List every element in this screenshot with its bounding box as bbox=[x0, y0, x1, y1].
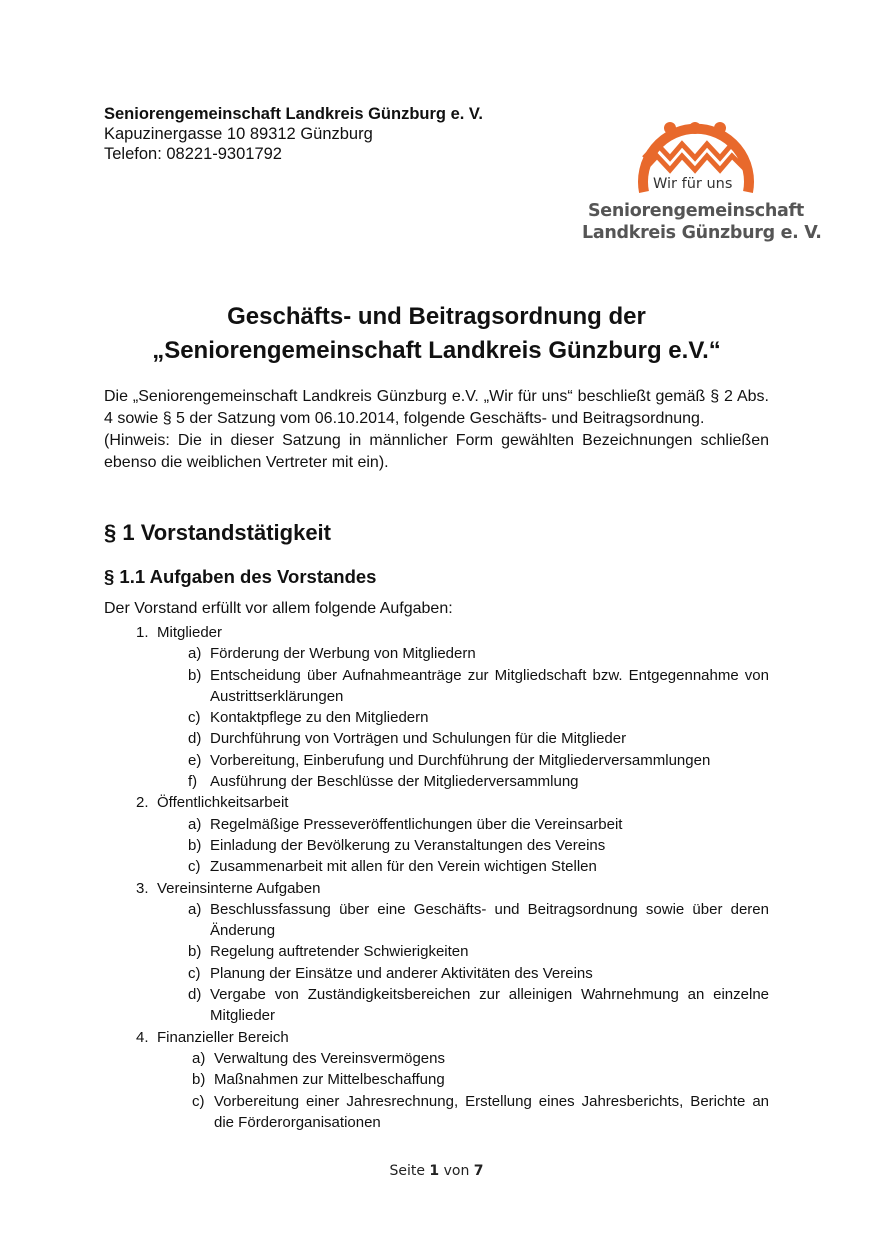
footer-prefix: Seite bbox=[389, 1163, 425, 1179]
list-letter: b) bbox=[188, 666, 202, 684]
list-item-text: Förderung der Werbung von Mitgliedern bbox=[210, 645, 476, 663]
logo-name-line2: Landkreis Günzburg e. V. bbox=[582, 223, 822, 243]
list-item bbox=[104, 984, 769, 1027]
list-item-text: Beschlussfassung über eine Geschäfts- und Beitragsordnung sowie über deren Änderung bbox=[210, 900, 769, 940]
title-line-2: „Seniorengemeinschaft Landkreis Günzburg e.V.“ bbox=[152, 337, 721, 364]
list-letter: b) bbox=[192, 1071, 206, 1089]
list-item bbox=[104, 665, 769, 708]
list-group-label: Vereinsinterne Aufgaben bbox=[157, 879, 321, 897]
list-group-heading bbox=[104, 622, 769, 643]
list-item-text: Verwaltung des Vereinsvermögens bbox=[214, 1049, 445, 1067]
list-item-text: Vorbereitung, Einberufung und Durchführung der Mitgliederversammlungen bbox=[210, 751, 711, 769]
list-item-text: Durchführung von Vorträgen und Schulungen für die Mitglieder bbox=[210, 730, 627, 748]
intro-note: (Hinweis: Die in dieser Satzung in männlicher Form gewählten Bezeichnungen schließen ebenso die weiblichen Vertreter mit ein). bbox=[104, 432, 769, 471]
list-number: 3. bbox=[136, 879, 149, 897]
list-letter: c) bbox=[188, 709, 201, 727]
list-letter: c) bbox=[188, 858, 201, 876]
sender-block bbox=[104, 104, 483, 164]
list-item-text: Regelmäßige Presseveröffentlichungen über die Vereinsarbeit bbox=[210, 815, 623, 833]
page-footer bbox=[0, 1163, 873, 1179]
list-letter: c) bbox=[192, 1092, 205, 1110]
logo-name-line1: Seniorengemeinschaft bbox=[588, 201, 804, 221]
list-group-heading bbox=[104, 1027, 769, 1048]
title-line-1: Geschäfts- und Beitragsordnung der bbox=[227, 303, 646, 330]
list-item bbox=[104, 707, 769, 728]
list-item bbox=[104, 814, 769, 835]
intro-paragraph: Die „Seniorengemeinschaft Landkreis Günzburg e.V. „Wir für uns“ beschließt gemäß § 2 Abs. 4 sowie § 5 der Satzung vom 06.10.2014, folgende Geschäfts- und Beitragsordnung. bbox=[104, 388, 769, 427]
list-item-text: Einladung der Bevölkerung zu Veranstaltungen des Vereins bbox=[210, 836, 606, 854]
list-item bbox=[104, 728, 769, 749]
footer-middle: von bbox=[443, 1163, 470, 1179]
list-letter: e) bbox=[188, 751, 202, 769]
list-group-label: Öffentlichkeitsarbeit bbox=[157, 794, 289, 812]
list-number: 1. bbox=[136, 624, 149, 641]
section-lead: Der Vorstand erfüllt vor allem folgende Aufgaben: bbox=[104, 600, 453, 617]
footer-page-total: 7 bbox=[473, 1163, 484, 1179]
list-item-text: Regelung auftretender Schwierigkeiten bbox=[210, 943, 469, 961]
sender-phone: Telefon: 08221-9301792 bbox=[104, 145, 282, 163]
list-item bbox=[104, 963, 769, 984]
section-heading: § 1 Vorstandstätigkeit bbox=[104, 520, 331, 545]
list-letter: a) bbox=[188, 900, 202, 918]
intro-text bbox=[104, 386, 769, 474]
list-number: 2. bbox=[136, 794, 149, 812]
list-group-heading bbox=[104, 878, 769, 899]
list-item-text: Ausführung der Beschlüsse der Mitgliederversammlung bbox=[210, 773, 579, 791]
list-item-text: Vergabe von Zuständigkeitsbereichen zur alleinigen Wahrnehmung an einzelne Mitglieder bbox=[210, 986, 769, 1025]
list-letter: c) bbox=[188, 964, 201, 982]
task-list bbox=[104, 622, 769, 1133]
list-letter: a) bbox=[188, 645, 202, 663]
list-letter: d) bbox=[188, 730, 202, 748]
sender-org: Seniorengemeinschaft Landkreis Günzburg e. V. bbox=[104, 105, 483, 123]
list-item-text: Planung der Einsätze und anderer Aktivitäten des Vereins bbox=[210, 964, 593, 982]
list-letter: a) bbox=[188, 815, 202, 833]
list-item bbox=[104, 899, 769, 942]
list-group-label: Mitglieder bbox=[157, 624, 223, 641]
list-item bbox=[104, 643, 769, 664]
list-number: 4. bbox=[136, 1028, 149, 1046]
list-item bbox=[104, 941, 769, 962]
list-letter: d) bbox=[188, 986, 202, 1004]
list-item bbox=[104, 1048, 769, 1069]
list-item-text: Entscheidung über Aufnahmeanträge zur Mitgliedschaft bzw. Entgegennahme von Austrittserklärungen bbox=[210, 666, 769, 705]
list-item bbox=[104, 835, 769, 856]
list-item bbox=[104, 750, 769, 771]
list-item-text: Zusammenarbeit mit allen für den Verein wichtigen Stellen bbox=[210, 858, 597, 876]
list-item bbox=[104, 1069, 769, 1090]
footer-page-number: 1 bbox=[429, 1163, 440, 1179]
logo-tagline: Wir für uns bbox=[653, 176, 733, 192]
subsection-heading: § 1.1 Aufgaben des Vorstandes bbox=[104, 566, 377, 587]
list-group-label: Finanzieller Bereich bbox=[157, 1028, 289, 1046]
sender-address: Kapuzinergasse 10 89312 Günzburg bbox=[104, 125, 373, 143]
list-letter: a) bbox=[192, 1049, 206, 1067]
list-item-text: Vorbereitung einer Jahresrechnung, Erstellung eines Jahresberichts, Berichte an die Förderorganisationen bbox=[214, 1092, 769, 1131]
list-group-heading bbox=[104, 792, 769, 813]
list-item bbox=[104, 771, 769, 792]
list-item-text: Maßnahmen zur Mittelbeschaffung bbox=[214, 1071, 445, 1089]
list-letter: b) bbox=[188, 943, 202, 961]
list-item bbox=[104, 1091, 769, 1134]
org-logo bbox=[578, 100, 822, 250]
list-item-text: Kontaktpflege zu den Mitgliedern bbox=[210, 709, 429, 727]
list-letter: f) bbox=[188, 773, 198, 791]
list-item bbox=[104, 856, 769, 877]
list-letter: b) bbox=[188, 836, 202, 854]
document-title bbox=[0, 300, 873, 368]
